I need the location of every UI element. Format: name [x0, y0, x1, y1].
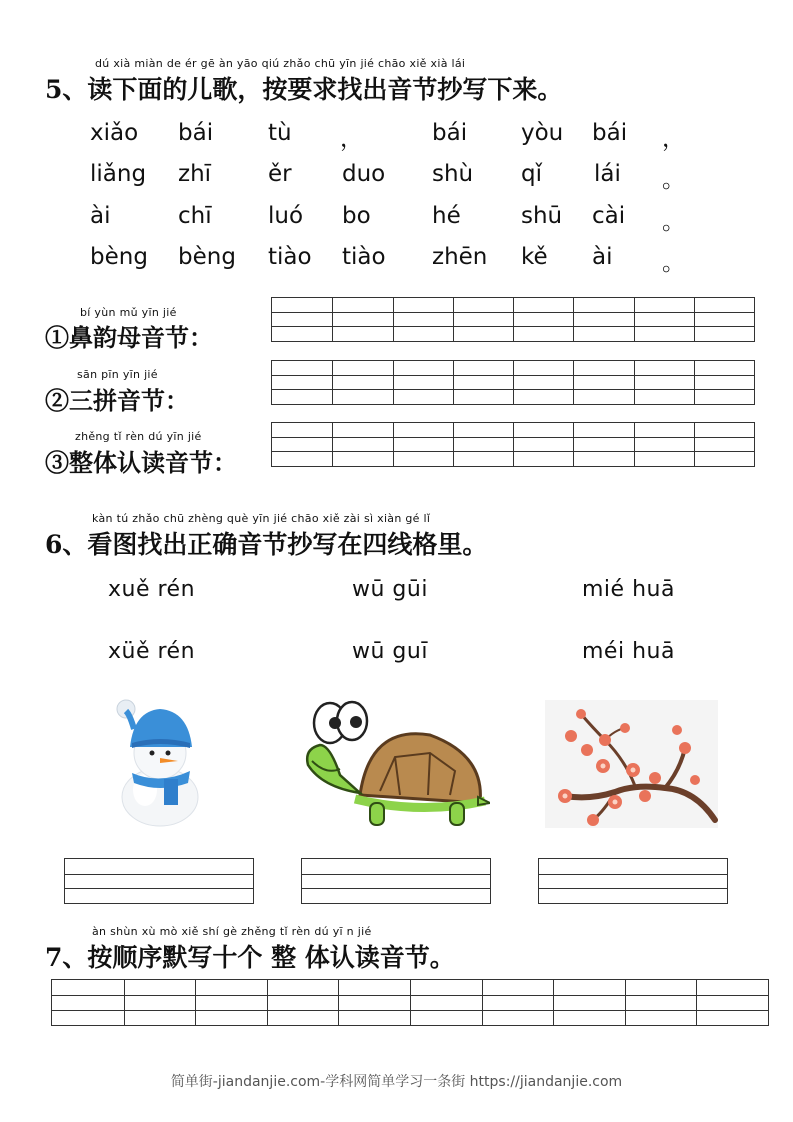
q5-annotation: dú xià miàn de ér gē àn yāo qiú zhǎo chū yīn jié chāo xiě xià lái: [95, 57, 466, 70]
grid-divider: [573, 423, 574, 466]
grid-divider: [453, 361, 454, 404]
writing-grid-snowman[interactable]: [64, 858, 254, 904]
option-plum-b: méi huā: [582, 639, 675, 664]
grid-divider: [513, 423, 514, 466]
poem-word: tù: [268, 120, 292, 146]
option-plum-a: mié huā: [582, 577, 675, 602]
sub2-label: ②三拼音节：: [45, 386, 189, 415]
q7-title: 7、按顺序默写十个 整 体认读音节。: [45, 943, 455, 972]
option-turtle-a: wū gūi: [352, 577, 428, 602]
poem-word: lái: [594, 161, 621, 187]
poem-word: kě: [521, 244, 548, 270]
poem-word: liǎng: [90, 161, 147, 187]
grid-line: [302, 874, 490, 875]
grid-divider: [634, 361, 635, 404]
poem-word: ěr: [268, 161, 292, 187]
option-snowman-a: xuě rén: [108, 577, 196, 602]
grid-divider: [124, 980, 125, 1025]
poem-word: xiǎo: [90, 120, 139, 146]
grid-line: [65, 874, 253, 875]
grid-divider: [696, 980, 697, 1025]
poem-word: zhī: [178, 161, 212, 187]
grid-divider: [634, 298, 635, 341]
writing-grid-turtle[interactable]: [301, 858, 491, 904]
grid-divider: [553, 980, 554, 1025]
grid-divider: [625, 980, 626, 1025]
sub3-label: ③整体认读音节：: [45, 448, 237, 477]
grid-divider: [694, 423, 695, 466]
poem-word: hé: [432, 203, 461, 229]
grid-divider: [453, 423, 454, 466]
grid-divider: [694, 298, 695, 341]
q7-annotation: àn shùn xù mò xiě shí gè zhěng tǐ rèn dú yī n jié: [92, 925, 372, 938]
grid-divider: [332, 423, 333, 466]
writing-grid-ten[interactable]: [51, 979, 769, 1026]
sub1-annotation: bí yùn mǔ yīn jié: [80, 306, 177, 319]
poem-word: bo: [342, 203, 371, 229]
option-snowman-b: xüě rén: [108, 639, 196, 664]
grid-divider: [195, 980, 196, 1025]
option-turtle-b: wū guī: [352, 639, 428, 664]
q6-title: 6、看图找出正确音节抄写在四线格里。: [45, 530, 488, 559]
poem-word: bái: [592, 120, 628, 146]
poem-word: zhēn: [432, 244, 488, 270]
grid-divider: [513, 298, 514, 341]
poem-word: duo: [342, 161, 386, 187]
writing-grid-nasal[interactable]: [271, 297, 755, 342]
sub1-label: ①鼻韵母音节：: [45, 323, 213, 352]
writing-grid-plum[interactable]: [538, 858, 728, 904]
grid-line: [302, 888, 490, 889]
grid-divider: [332, 298, 333, 341]
q6-annotation: kàn tú zhǎo chū zhèng què yīn jié chāo xiě zài sì xiàn gé lǐ: [92, 512, 431, 525]
poem-word: yòu: [521, 120, 564, 146]
writing-grid-triple[interactable]: [271, 360, 755, 405]
poem-punct: 。: [662, 167, 685, 193]
grid-divider: [453, 298, 454, 341]
grid-divider: [694, 361, 695, 404]
grid-divider: [332, 361, 333, 404]
poem-punct: 。: [662, 250, 685, 276]
turtle-image: [300, 695, 490, 835]
footer-text: 简单街-jiandanjie.com-学科网简单学习一条街 https://jiandanjie.com: [170, 1074, 623, 1090]
snowman-image: [100, 695, 215, 830]
poem-punct: 。: [662, 209, 685, 235]
sub2-annotation: sān pīn yīn jié: [77, 368, 158, 381]
poem-word: shù: [432, 161, 474, 187]
poem-word: shū: [521, 203, 563, 229]
poem-word: ài: [90, 203, 111, 229]
poem-word: qǐ: [521, 161, 542, 187]
grid-divider: [513, 361, 514, 404]
grid-divider: [338, 980, 339, 1025]
plum-blossom-image: [545, 700, 718, 828]
grid-divider: [393, 361, 394, 404]
grid-divider: [393, 298, 394, 341]
sub3-annotation: zhěng tǐ rèn dú yīn jié: [75, 430, 202, 443]
grid-divider: [482, 980, 483, 1025]
poem-word: cài: [592, 203, 626, 229]
poem-word: bái: [178, 120, 214, 146]
writing-grid-whole[interactable]: [271, 422, 755, 467]
poem-word: bèng: [90, 244, 148, 270]
poem-word: ài: [592, 244, 613, 270]
grid-divider: [573, 361, 574, 404]
grid-divider: [634, 423, 635, 466]
poem-word: luó: [268, 203, 304, 229]
q5-title: 5、读下面的儿歌，按要求找出音节抄写下来。: [45, 75, 563, 104]
grid-divider: [410, 980, 411, 1025]
poem-punct: ，: [662, 126, 685, 152]
grid-line: [65, 888, 253, 889]
grid-divider: [573, 298, 574, 341]
grid-line: [539, 888, 727, 889]
poem-word: bái: [432, 120, 468, 146]
poem-word: bèng: [178, 244, 236, 270]
poem-punct: ，: [340, 126, 363, 152]
grid-line: [539, 874, 727, 875]
poem-word: tiào: [268, 244, 312, 270]
grid-divider: [393, 423, 394, 466]
poem-word: tiào: [342, 244, 386, 270]
grid-divider: [267, 980, 268, 1025]
poem-word: chī: [178, 203, 212, 229]
